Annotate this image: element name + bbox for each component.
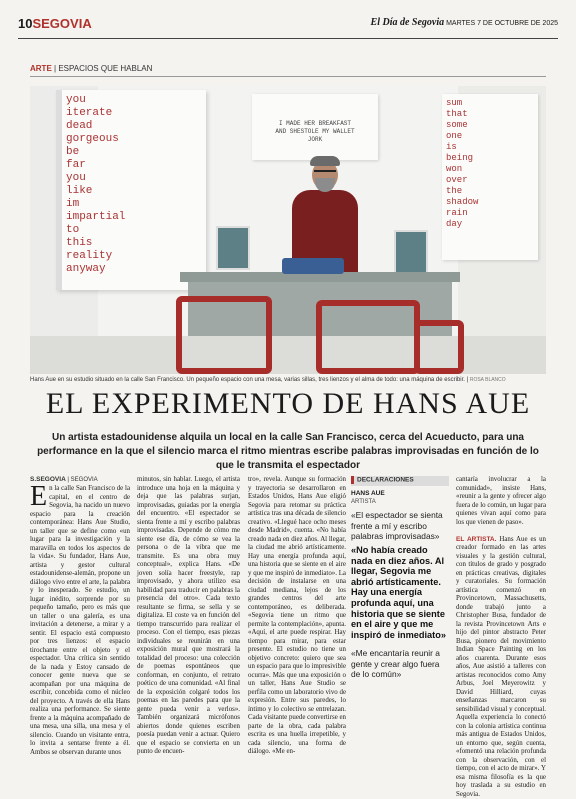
declarations-role: ARTISTA xyxy=(351,499,376,505)
photo-credit: ROSA BLANCO xyxy=(469,377,506,383)
pull-quote-1: «El espectador se sienta frente a mí y escribo palabras improvisadas» xyxy=(351,510,443,541)
canvas-right: sum that some one is being won over the shadow rain day xyxy=(442,94,538,260)
body-column-2: minutos, sin hablar. Luego, el artista introduce una hoja en la máquina y deja que las palabras surjan, improvisadas, guiadas por la energía del encuentro. «El espectador se sienta frente a mí y escribo palabras improvisadas. Depende de cómo me siente ese día, de cómo se vea la persona o de la vibra que me transmite. Es una obra muy conceptual», explica Hans. «De joven solía hacer freestyle, rap improvisado, y ahora utilizo esa habilidad para traducir en palabras la presencia del otro». Cada texto resultante se firma, se sella y se digitaliza. El coste va en función del tiempo transcurrido para realizar el proceso. Con el tiempo, esas piezas individuales se reunirán en una exposición mural que mostrará la totalidad del proceso: una colección de poemas espontáneos que conforman, en conjunto, el retrato poético de una comunidad. «Al final de la exposición colgaré todos los poemas en las paredes para que la gente pueda venir a verlos». También organizará micrófonos abiertos donde quienes escriben poesía puedan venir a actuar. Quiero que el espacio se convierta en un punto de encuen- xyxy=(137,476,240,755)
typewriter-icon xyxy=(282,258,344,274)
section-subtitle: ESPACIOS QUE HABLAN xyxy=(58,64,153,73)
declarations-text: DECLARACIONES xyxy=(357,476,414,484)
page-section: SEGOVIA xyxy=(32,16,92,31)
pull-quote-2: «No había creado nada en diez años. Al llegar, Segovia me abrió artísticamente. Hay una energía profunda aquí, una historia que se siente en el aire y que me inspiró de inmediato» xyxy=(351,545,446,640)
section-rule xyxy=(30,76,546,77)
byline-place: SEGOVIA xyxy=(70,477,98,483)
section-category: ARTE xyxy=(30,64,52,73)
table-sign-left xyxy=(216,226,250,270)
body-text-5a: cantaría involucrar a la comunidad», insiste Hans, «reunir a la gente y ofrecer algo fuera de lo común, un lugar para quienes vivan aquí como para los que vienen de paso». xyxy=(456,476,546,526)
headline: EL EXPERIMENTO DE HANS AUE xyxy=(45,387,531,420)
pull-quote-3: «Me encantaría reunir a gente y crear algo fuera de lo común» xyxy=(351,648,440,679)
drop-cap: E xyxy=(30,481,48,512)
page-header xyxy=(18,14,558,36)
masthead xyxy=(371,17,558,28)
chair-right xyxy=(414,320,464,374)
canvas-center: I MADE HER BREAKFAST AND SHESTOLE MY WALLET JORK xyxy=(252,94,378,160)
photo-caption: Hans Aue en su estudio situado en la calle San Francisco. Un pequeño espacio con una mesa, varias sillas, tres lienzos y el alma de todo: una máquina de escribir. | ROSA BLANCO xyxy=(30,377,506,383)
artist-kicker: EL ARTISTA. xyxy=(456,535,497,543)
caption-text: Hans Aue en su estudio situado en la calle San Francisco. Un pequeño espacio con una mesa, varias sillas, tres lienzos y el alma de todo: una máquina de escribir. xyxy=(30,377,465,383)
body-text-5b: Hans Aue es un creador formado en las artes visuales y la gestión cultural, con títulos de grado y posgrado en prácticas creativas, digitales y curatoriales. Su formación artística comenzó en Provincetown, Massachusetts, donde trabajó junto a Christopher Busa, fundador de la revista Provincetown Arts e hijo del pintor abstracto Peter Busa, pionero del movimiento Indian Space Painting en los años cuarenta. Durante esos años, Aue asistió a talleres con artistas reconocidos como Amy Arbus, Joel Meyerowitz y David Hilliard, cuyas enseñanzas marcaron su sensibilidad visual y conceptual. Aquella experiencia lo conectó con la colonia artística continua más antigua de Estados Unidos, un entorno que, según cuenta, «fomentó una relación profunda con la observación, con el tiempo, con el acto de mirar». Y esa misma filosofía es la que hoy traslada a su estudio en Segovia. xyxy=(456,535,546,798)
byline-author: S.SEGOVIA xyxy=(30,476,66,483)
body-column-5 xyxy=(456,476,546,799)
canvas-left: you iterate dead gorgeous be far you like im impartial to this reality anyway xyxy=(56,90,206,290)
declarations-name: HANS AUE xyxy=(351,490,385,497)
chair-left xyxy=(176,296,272,374)
artist-hair xyxy=(310,156,340,166)
header-rule xyxy=(18,38,558,39)
body-column-1 xyxy=(30,481,130,757)
chair-center xyxy=(316,300,420,374)
body-text-1: n la calle San Francisco de la capital, en el centro de Segovia, ha nacido un nuevo espacio para la creación contemporánea: Hans Aue Studio, un taller que se define como «un lugar para la investigación y la maravilla en todos los aspectos de la vida». Su fundador, Hans Aue, artista y gestor cultural estadounidense-alemán, propone un diálogo vivo entre el arte, la palabra y lo inesperado. Se estudio, un lugar inédito, sorprende por su pequeño tamaño, pero es más que un taller o una galería, es una invitación a detenerse, a mirar y a sentir. El espacio está compuesto por tres lienzos: el espacio tirochante entre el objeto y el espectador. Una crítica sin sentido de la nada y Estoy cansado de conocer gente nueva que se acompañan por una máquina de escribir, concebida como el núcleo del proyecto. A través de ella Hans realiza una performance. Se siente frente a la máquina acompañado de una mesa, una silla, una mesa y el silencio. Cuando un visitante entra, lo invita a sentarse frente a él. Ambos se observan durante unos xyxy=(30,485,130,756)
page-number: 10SEGOVIA xyxy=(18,16,92,31)
body-column-3: tro», revela. Aunque su formación y trayectoria se desarrollaron en Estados Unidos, Hans Aue eligió Segovia para retomar su práctica artística tras una década de silencio creativo. «Llegué hace ocho meses desde Madrid», cuenta. «No había creado nada en diez años. Al llegar, la ciudad me abrió artísticamente. Hay una energía profunda aquí, una historia que se siente en el aire y que me inspiró de inmediato». La decisión de instalarse en una ciudad mediana, lejos de los grandes centros del arte contemporáneo, es deliberada. «Segovia tiene un ritmo que permite la contemplación», apunta. «Aquí, el arte puede respirar. Hay tiempo para mirar, para estar presente. El estudio no tiene un objetivo concreto: quiero que sea un espacio para que lo impresivible ocurra». Más que una exposición o un taller, Hans Aue Studio se perfila como un laboratorio vivo de expresión. Entre sus paredes, lo íntimo y lo colectivo se entrelazan. Cada visitante puede convertirse en parte de la obra, cada palabra escrita es una huella irrepetible, y cada silencio, una forma de diálogo. «Me en- xyxy=(248,476,346,755)
newspaper-name: El Día de Segovia xyxy=(370,17,445,28)
glasses-icon xyxy=(314,170,336,176)
table-sign-right xyxy=(394,230,428,274)
issue-date: MARTES 7 DE OCTUBRE DE 2025 xyxy=(446,20,558,27)
section-label: ARTE | ESPACIOS QUE HABLAN xyxy=(30,64,153,73)
photo-floor xyxy=(30,336,546,374)
subheadline: Un artista estadounidense alquila un local en la calle San Francisco, cerca del Acueducto, para una performance en la que el silencio marca el ritmo mientras escribe palabras improvisadas en función de lo que le transmita el espectador xyxy=(37,432,539,471)
declarations-bar xyxy=(351,476,354,484)
declarations-label xyxy=(351,476,449,486)
byline: S.SEGOVIA | SEGOVIA xyxy=(30,476,98,483)
main-photo xyxy=(30,86,546,374)
